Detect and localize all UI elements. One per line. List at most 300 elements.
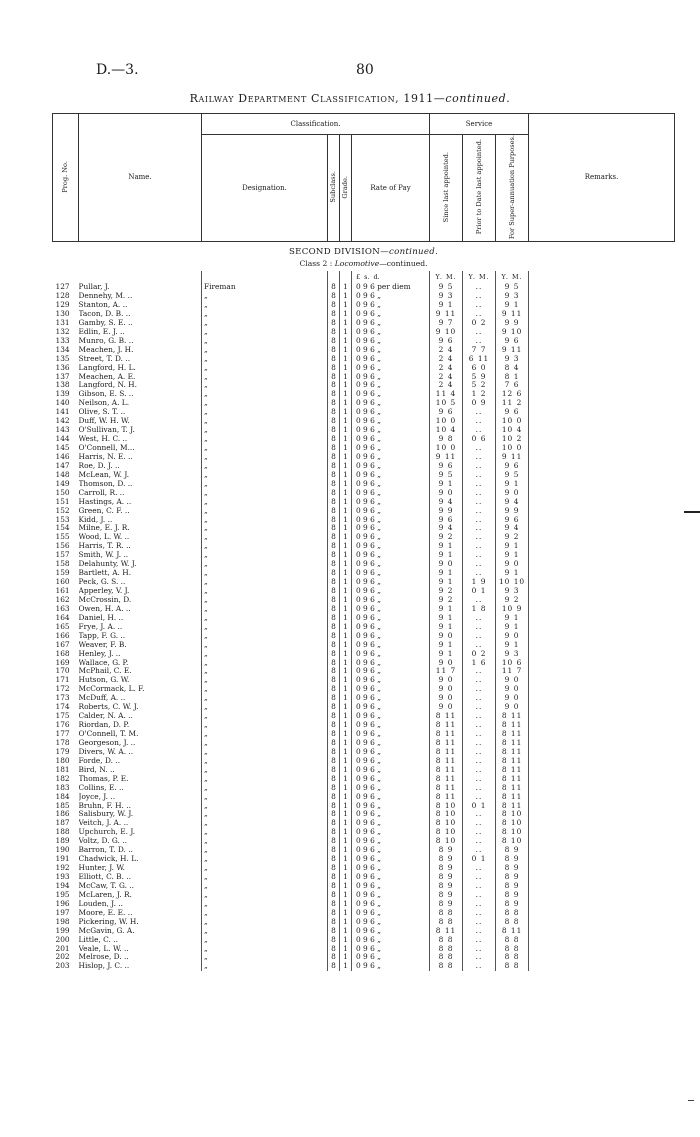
cell-super: 9 1 [496,640,529,649]
cell-no: 161 [55,586,70,595]
cell-no: 188 [55,827,70,837]
cell-gr: 1 [340,685,352,694]
cell-gr: 1 [340,899,352,908]
cell-sub: 8 [328,720,340,729]
cell-name: Hutson, G. W. [78,675,130,685]
cell-name: Roberts, C. W. J. [78,702,139,712]
cell-since: 2 4 [430,363,463,372]
cell-rate: 0 9 6 „ [352,836,430,845]
cell-rate: 0 9 6 „ [352,899,430,908]
cell-since: 9 1 [430,613,463,622]
cell-super: 8 9 [496,863,529,872]
cell-sub: 8 [328,658,340,667]
col-service: Service [430,114,529,135]
cell-rate: 0 9 6 „ [352,506,430,515]
cell-sub: 8 [328,533,340,542]
cell-rate: 0 9 6 „ [352,792,430,801]
cell-name: Melrose, D. .. [78,952,129,962]
cell-sub: 8 [328,577,340,586]
cell-desig: „ [202,586,328,595]
cell-desig: „ [202,792,328,801]
col-name: Name. [79,114,202,242]
cell-sub: 8 [328,774,340,783]
cell-rate: 0 9 6 „ [352,649,430,658]
cell-gr: 1 [340,801,352,810]
cell-name: Harris, N. E. .. [78,452,133,461]
cell-sub: 8 [328,381,340,390]
cell-name: Thomas, P. E. [78,773,129,783]
table-row [53,944,675,953]
cell-sub: 8 [328,667,340,676]
cell-name: O'Connell, M... [78,443,135,452]
cell-no: 139 [55,389,70,399]
table-row [53,613,675,622]
cell-sub: 8 [328,872,340,881]
cell-gr: 1 [340,836,352,845]
cell-super: 8 9 [496,845,529,854]
cell-remarks [529,550,675,559]
cell-desig: „ [202,300,328,309]
table-row [53,345,675,354]
cell-super: 10 4 [496,425,529,434]
ym-units-since: Y. M. [430,271,463,282]
cell-sub: 8 [328,452,340,461]
cell-prior: .. [463,506,496,515]
table-row [53,819,675,828]
cell-since: 9 1 [430,604,463,613]
cell-no: 138 [55,380,70,390]
table-row [53,801,675,810]
cell-name: Salisbury, W. J. [78,809,134,819]
cell-name: McGavin, G. A. [78,925,135,935]
cell-rate: 0 9 6 „ [352,810,430,819]
cell-prior: .. [463,774,496,783]
cell-gr: 1 [340,676,352,685]
cell-remarks [529,863,675,872]
cell-desig: „ [202,926,328,935]
cell-sub: 8 [328,890,340,899]
cell-sub: 8 [328,836,340,845]
cell-remarks [529,640,675,649]
cell-since: 10 0 [430,416,463,425]
cell-rate: 0 9 6 „ [352,613,430,622]
cell-name: McLaren, J. R. [78,890,132,899]
cell-no: 172 [55,684,70,694]
table-row [53,926,675,935]
cell-since: 9 0 [430,685,463,694]
cell-desig: „ [202,738,328,747]
cell-gr: 1 [340,828,352,837]
cell-since: 9 6 [430,515,463,524]
cell-super: 9 11 [496,452,529,461]
cell-prior: .. [463,461,496,470]
cell-remarks [529,828,675,837]
table-row [53,828,675,837]
cell-since: 8 11 [430,783,463,792]
cell-super: 9 5 [496,282,529,291]
cell-rate: 0 9 6 „ [352,845,430,854]
cell-desig: „ [202,658,328,667]
cell-super: 9 0 [496,702,529,711]
cell-super: 9 6 [496,336,529,345]
table-row [53,774,675,783]
cell-no: 184 [55,791,70,801]
table-row [53,318,675,327]
cell-prior: .. [463,407,496,416]
cell-no: 154 [55,523,70,533]
cell-prior: 0 1 [463,801,496,810]
cell-desig: „ [202,765,328,774]
cell-sub: 8 [328,434,340,443]
cell-rate: 0 9 6 „ [352,881,430,890]
cell-no: 145 [55,443,70,452]
cell-sub: 8 [328,416,340,425]
cell-remarks [529,649,675,658]
cell-desig: „ [202,747,328,756]
cell-since: 9 2 [430,586,463,595]
table-row [53,854,675,863]
cell-gr: 1 [340,944,352,953]
cell-remarks [529,434,675,443]
cell-no: 190 [55,845,70,855]
cell-super: 10 10 [496,577,529,586]
cell-no: 164 [55,613,70,622]
cell-sub: 8 [328,917,340,926]
cell-super: 10 0 [496,443,529,452]
cell-sub: 8 [328,702,340,711]
cell-desig: „ [202,881,328,890]
cell-desig: „ [202,613,328,622]
cell-desig: „ [202,962,328,971]
cell-desig: „ [202,774,328,783]
cell-gr: 1 [340,327,352,336]
cell-gr: 1 [340,953,352,962]
table-row [53,649,675,658]
cell-remarks [529,613,675,622]
cell-desig: „ [202,720,328,729]
cell-prior: 0 2 [463,649,496,658]
cell-gr: 1 [340,658,352,667]
cell-rate: 0 9 6 „ [352,720,430,729]
cell-prior: 1 6 [463,658,496,667]
cell-super: 8 9 [496,872,529,881]
cell-gr: 1 [340,613,352,622]
col-superannuation: For Super-annuation Purposes. [496,135,529,242]
cell-sub: 8 [328,693,340,702]
cell-super: 9 0 [496,693,529,702]
cell-since: 9 6 [430,407,463,416]
cell-prior: .. [463,282,496,291]
cell-since: 9 5 [430,282,463,291]
cell-sub: 8 [328,819,340,828]
cell-name: Pickering, W. H. [78,916,139,926]
cell-since: 9 8 [430,434,463,443]
cell-prior: .. [463,890,496,899]
cell-remarks [529,738,675,747]
cell-gr: 1 [340,345,352,354]
page-reference: D.—3. [96,62,139,78]
table-row [53,917,675,926]
cell-super: 8 9 [496,854,529,863]
table-row [53,729,675,738]
cell-remarks [529,291,675,300]
cell-remarks [529,729,675,738]
cell-remarks [529,631,675,640]
cell-no: 168 [55,648,70,658]
cell-desig: „ [202,443,328,452]
cell-name: Tacon, D. B. .. [78,309,131,318]
cell-gr: 1 [340,729,352,738]
table-row [53,863,675,872]
cell-gr: 1 [340,819,352,828]
cell-super: 9 9 [496,506,529,515]
cell-name: Edlin, E. J. .. [78,327,125,336]
cell-remarks [529,452,675,461]
table-row [53,765,675,774]
col-subclass: Subclass. [328,135,340,242]
cell-sub: 8 [328,568,340,577]
cell-since: 10 5 [430,399,463,408]
cell-no: 160 [55,577,70,587]
units-row [53,271,675,282]
cell-no: 146 [55,452,70,461]
cell-desig: „ [202,667,328,676]
table-row [53,461,675,470]
cell-name: Peck, G. S. .. [78,577,126,587]
cell-desig: „ [202,863,328,872]
cell-rate: 0 9 6 „ [352,774,430,783]
cell-super: 8 1 [496,372,529,381]
cell-sub: 8 [328,479,340,488]
cell-super: 9 3 [496,291,529,300]
cell-desig: „ [202,309,328,318]
cell-remarks [529,568,675,577]
cell-remarks [529,345,675,354]
cell-prior: .. [463,747,496,756]
cell-name: Henley, J. .. [78,648,121,658]
cell-prior: .. [463,309,496,318]
cell-name: Wood, L. W. .. [78,532,130,542]
cell-no: 131 [55,318,70,327]
cell-prior: .. [463,667,496,676]
cell-prior: .. [463,765,496,774]
cell-super: 8 8 [496,935,529,944]
cell-sub: 8 [328,354,340,363]
cell-super: 8 11 [496,774,529,783]
table-row [53,953,675,962]
cell-desig: „ [202,819,328,828]
cell-remarks [529,908,675,917]
cell-no: 136 [55,362,70,372]
table-row [53,443,675,452]
cell-rate: 0 9 6 „ [352,550,430,559]
cell-name: Louden, J. .. [78,899,123,908]
cell-since: 8 9 [430,881,463,890]
cell-since: 8 8 [430,953,463,962]
cell-no: 142 [55,416,70,426]
cell-desig: „ [202,685,328,694]
cell-super: 10 9 [496,604,529,613]
cell-desig: „ [202,953,328,962]
cell-remarks [529,559,675,568]
cell-gr: 1 [340,962,352,971]
cell-rate: 0 9 6 „ [352,783,430,792]
cell-rate: 0 9 6 „ [352,542,430,551]
cell-name: Little, C. .. [78,934,118,944]
cell-gr: 1 [340,372,352,381]
cell-since: 9 3 [430,291,463,300]
col-remarks: Remarks. [529,114,675,242]
cell-gr: 1 [340,649,352,658]
cell-name: Bruhn, F. H. .. [78,800,131,810]
cell-desig: „ [202,836,328,845]
cell-gr: 1 [340,693,352,702]
cell-gr: 1 [340,488,352,497]
cell-sub: 8 [328,542,340,551]
cell-remarks [529,872,675,881]
cell-super: 8 9 [496,890,529,899]
table-row [53,336,675,345]
cell-prior: 1 9 [463,577,496,586]
table-row [53,845,675,854]
cell-prior: .. [463,595,496,604]
cell-prior: .. [463,729,496,738]
page-number: 80 [356,62,374,78]
cell-desig: „ [202,595,328,604]
cell-desig: „ [202,470,328,479]
cell-remarks [529,390,675,399]
cell-rate: 0 9 6 „ [352,354,430,363]
cell-rate: 0 9 6 per diem [352,282,430,291]
cell-desig: „ [202,693,328,702]
cell-remarks [529,836,675,845]
cell-desig: „ [202,291,328,300]
cell-since: 8 11 [430,756,463,765]
cell-super: 9 4 [496,524,529,533]
table-row [53,309,675,318]
cell-super: 9 2 [496,595,529,604]
cell-gr: 1 [340,720,352,729]
cell-super: 8 10 [496,819,529,828]
cell-name: Milne, E. J. R. [78,523,130,533]
cell-super: 9 6 [496,461,529,470]
cell-sub: 8 [328,685,340,694]
cell-rate: 0 9 6 „ [352,470,430,479]
cell-since: 8 10 [430,810,463,819]
cell-prior: .. [463,720,496,729]
cell-desig: „ [202,515,328,524]
table-row [53,783,675,792]
cell-remarks [529,336,675,345]
cell-rate: 0 9 6 „ [352,309,430,318]
cell-name: Frye, J. A. .. [78,621,123,631]
cell-gr: 1 [340,309,352,318]
cell-name: McCrossin, D. [78,595,132,604]
table-row [53,908,675,917]
cell-name: Roe, D. J. .. [78,461,120,470]
cell-name: Smith, W. J. .. [78,550,129,560]
cell-since: 9 5 [430,470,463,479]
cell-no: 179 [55,747,70,756]
cell-prior: .. [463,470,496,479]
cell-rate: 0 9 6 „ [352,327,430,336]
cell-gr: 1 [340,506,352,515]
cell-super: 9 2 [496,533,529,542]
cell-name: Thomson, D. .. [78,478,133,488]
cell-remarks [529,533,675,542]
cell-no: 175 [55,711,70,721]
cell-super: 9 3 [496,649,529,658]
cell-prior: .. [463,899,496,908]
cell-desig: „ [202,559,328,568]
table-row [53,488,675,497]
table-row [53,881,675,890]
cell-gr: 1 [340,863,352,872]
cell-name: McDuff, A. .. [78,693,126,703]
cell-no: 127 [55,282,70,292]
cell-desig: „ [202,399,328,408]
cell-since: 9 1 [430,568,463,577]
cell-name: Gamby, S. E. .. [78,318,133,327]
cell-no: 203 [55,961,70,971]
cell-rate: 0 9 6 „ [352,729,430,738]
cell-rate: 0 9 6 „ [352,765,430,774]
cell-remarks [529,372,675,381]
cell-no: 156 [55,541,70,551]
cell-prior: .. [463,524,496,533]
cell-since: 8 11 [430,729,463,738]
cell-desig: „ [202,577,328,586]
cell-no: 200 [55,934,70,944]
cell-name: Upchurch, E. J. [78,827,136,837]
cell-sub: 8 [328,944,340,953]
cell-remarks [529,953,675,962]
cell-sub: 8 [328,676,340,685]
cell-gr: 1 [340,568,352,577]
cell-rate: 0 9 6 „ [352,917,430,926]
cell-no: 177 [55,729,70,738]
cell-since: 11 4 [430,390,463,399]
cell-since: 8 11 [430,738,463,747]
table-row [53,756,675,765]
cell-name: Dennehy, M. .. [78,291,133,301]
table-row [53,676,675,685]
cell-sub: 8 [328,336,340,345]
cell-rate: 0 9 6 „ [352,685,430,694]
cell-remarks [529,425,675,434]
cell-prior: 0 1 [463,586,496,595]
cell-gr: 1 [340,363,352,372]
cell-rate: 0 9 6 „ [352,676,430,685]
cell-sub: 8 [328,399,340,408]
cell-super: 10 0 [496,416,529,425]
cell-super: 7 6 [496,381,529,390]
cell-super: 9 11 [496,309,529,318]
cell-gr: 1 [340,407,352,416]
cell-sub: 8 [328,640,340,649]
cell-remarks [529,890,675,899]
cell-rate: 0 9 6 „ [352,828,430,837]
cell-remarks [529,774,675,783]
cell-name: Harris, T. R. .. [78,541,131,551]
cell-gr: 1 [340,515,352,524]
cell-rate: 0 9 6 „ [352,908,430,917]
table-row [53,300,675,309]
table-row [53,693,675,702]
cell-desig: „ [202,854,328,863]
cell-prior: .. [463,425,496,434]
table-row [53,622,675,631]
